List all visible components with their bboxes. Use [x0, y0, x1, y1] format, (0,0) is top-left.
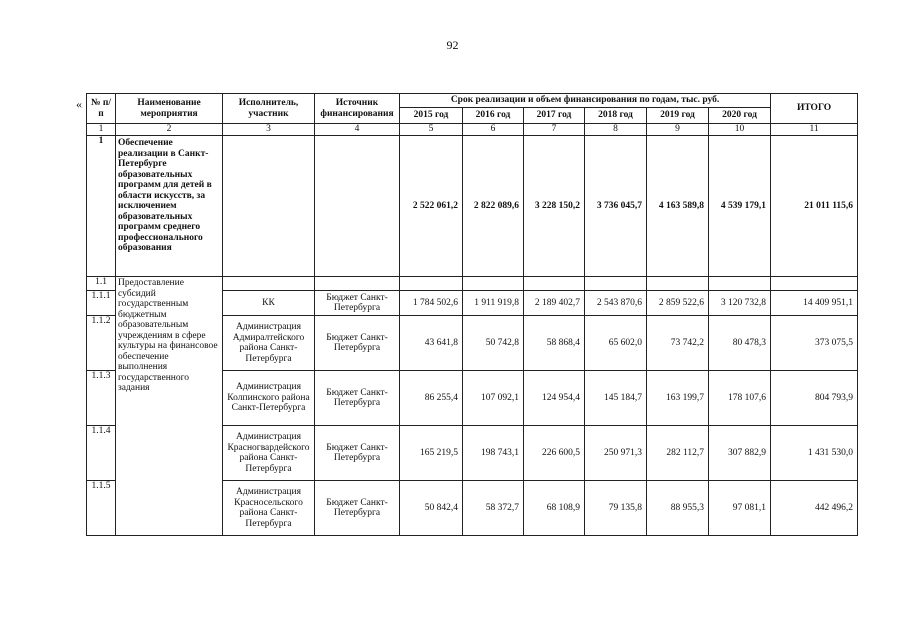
- source-cell: Бюджет Санкт-Петербурга: [315, 316, 400, 371]
- total-cell: 1 431 530,0: [771, 426, 858, 481]
- row-number: 1.1.2: [87, 316, 116, 371]
- value-cell: 73 742,2: [647, 316, 709, 371]
- table-row: [87, 136, 858, 277]
- total-cell: 373 075,5: [771, 316, 858, 371]
- header-year: 2015 год: [400, 108, 463, 124]
- total-cell: 21 011 115,6: [771, 136, 858, 277]
- value-cell: 4 539 179,1: [709, 136, 771, 277]
- executor-cell: Администрация Адмиралтейского района Санкт-Петербурга: [223, 316, 315, 371]
- value-cell: 58 868,4: [524, 316, 585, 371]
- header-year: 2020 год: [709, 108, 771, 124]
- header-year: 2018 год: [585, 108, 647, 124]
- column-index: 7: [524, 124, 585, 136]
- header-total: ИТОГО: [771, 94, 858, 124]
- source-cell: Бюджет Санкт-Петербурга: [315, 371, 400, 426]
- source-cell: Бюджет Санкт-Петербурга: [315, 291, 400, 316]
- executor-cell: Администрация Красносельского района Санкт-Петербурга: [223, 481, 315, 536]
- value-cell: 97 081,1: [709, 481, 771, 536]
- activity-name: Обеспечение реализации в Санкт-Петербурге образовательных программ для детей в области искусств, за исключением образовательных программ среднего профессионального образования: [116, 136, 223, 277]
- value-cell: 163 199,7: [647, 371, 709, 426]
- value-cell: 226 600,5: [524, 426, 585, 481]
- source-cell: Бюджет Санкт-Петербурга: [315, 426, 400, 481]
- value-cell: 50 742,8: [463, 316, 524, 371]
- column-index: 11: [771, 124, 858, 136]
- value-cell: 198 743,1: [463, 426, 524, 481]
- column-index: 3: [223, 124, 315, 136]
- value-cell: 86 255,4: [400, 371, 463, 426]
- source-cell: Бюджет Санкт-Петербурга: [315, 481, 400, 536]
- executor-cell: [223, 277, 315, 291]
- value-cell: 1 784 502,6: [400, 291, 463, 316]
- opening-quote: «: [76, 97, 82, 111]
- row-number: 1.1.3: [87, 371, 116, 426]
- value-cell: 145 184,7: [585, 371, 647, 426]
- executor-cell: Администрация Колпинского района Санкт-Петербурга: [223, 371, 315, 426]
- column-index: 2: [116, 124, 223, 136]
- row-number: 1.1.4: [87, 426, 116, 481]
- header-period: Срок реализации и объем финансирования по годам, тыс. руб.: [400, 94, 771, 108]
- funding-table: [86, 93, 858, 536]
- total-cell: 804 793,9: [771, 371, 858, 426]
- value-cell: 80 478,3: [709, 316, 771, 371]
- row-number: 1.1: [87, 277, 116, 291]
- header-source: Источник финансирования: [315, 94, 400, 124]
- column-index: 1: [87, 124, 116, 136]
- page-number: 92: [446, 38, 459, 52]
- column-index: 4: [315, 124, 400, 136]
- total-cell: 14 409 951,1: [771, 291, 858, 316]
- activity-name: Предоставление субсидий государственным бюджетным образовательным учреждениям в сфере культуры на финансовое обеспечение выполнения государственного задания: [116, 277, 223, 536]
- value-cell: 68 108,9: [524, 481, 585, 536]
- value-cell: 3 120 732,8: [709, 291, 771, 316]
- table-row: [87, 277, 858, 291]
- value-cell: 58 372,7: [463, 481, 524, 536]
- column-index: 10: [709, 124, 771, 136]
- column-index: 5: [400, 124, 463, 136]
- value-cell: 79 135,8: [585, 481, 647, 536]
- value-cell: 65 602,0: [585, 316, 647, 371]
- total-cell: 442 496,2: [771, 481, 858, 536]
- value-cell: 282 112,7: [647, 426, 709, 481]
- value-cell: 307 882,9: [709, 426, 771, 481]
- source-cell: [315, 277, 400, 291]
- header-year: 2016 год: [463, 108, 524, 124]
- value-cell: 2 543 870,6: [585, 291, 647, 316]
- row-number: 1.1.1: [87, 291, 116, 316]
- header-executor: Исполнитель, участник: [223, 94, 315, 124]
- value-cell: 3 228 150,2: [524, 136, 585, 277]
- executor-cell: [223, 136, 315, 277]
- value-cell: 43 641,8: [400, 316, 463, 371]
- header-name: Наименование мероприятия: [116, 94, 223, 124]
- value-cell: 50 842,4: [400, 481, 463, 536]
- column-index: 8: [585, 124, 647, 136]
- value-cell: 250 971,3: [585, 426, 647, 481]
- column-index: 6: [463, 124, 524, 136]
- value-cell: 3 736 045,7: [585, 136, 647, 277]
- header-year: 2017 год: [524, 108, 585, 124]
- row-number: 1: [87, 136, 116, 277]
- value-cell: 4 163 589,8: [647, 136, 709, 277]
- value-cell: 107 092,1: [463, 371, 524, 426]
- executor-cell: КК: [223, 291, 315, 316]
- value-cell: 2 522 061,2: [400, 136, 463, 277]
- value-cell: 1 911 919,8: [463, 291, 524, 316]
- value-cell: 124 954,4: [524, 371, 585, 426]
- header-year: 2019 год: [647, 108, 709, 124]
- value-cell: 2 189 402,7: [524, 291, 585, 316]
- row-number: 1.1.5: [87, 481, 116, 536]
- value-cell: 88 955,3: [647, 481, 709, 536]
- source-cell: [315, 136, 400, 277]
- column-index: 9: [647, 124, 709, 136]
- column-index-row: [87, 124, 858, 136]
- value-cell: 178 107,6: [709, 371, 771, 426]
- value-cell: 2 822 089,6: [463, 136, 524, 277]
- header-num: № п/п: [87, 94, 116, 124]
- executor-cell: Администрация Красногвардейского района Санкт-Петербурга: [223, 426, 315, 481]
- value-cell: 2 859 522,6: [647, 291, 709, 316]
- value-cell: 165 219,5: [400, 426, 463, 481]
